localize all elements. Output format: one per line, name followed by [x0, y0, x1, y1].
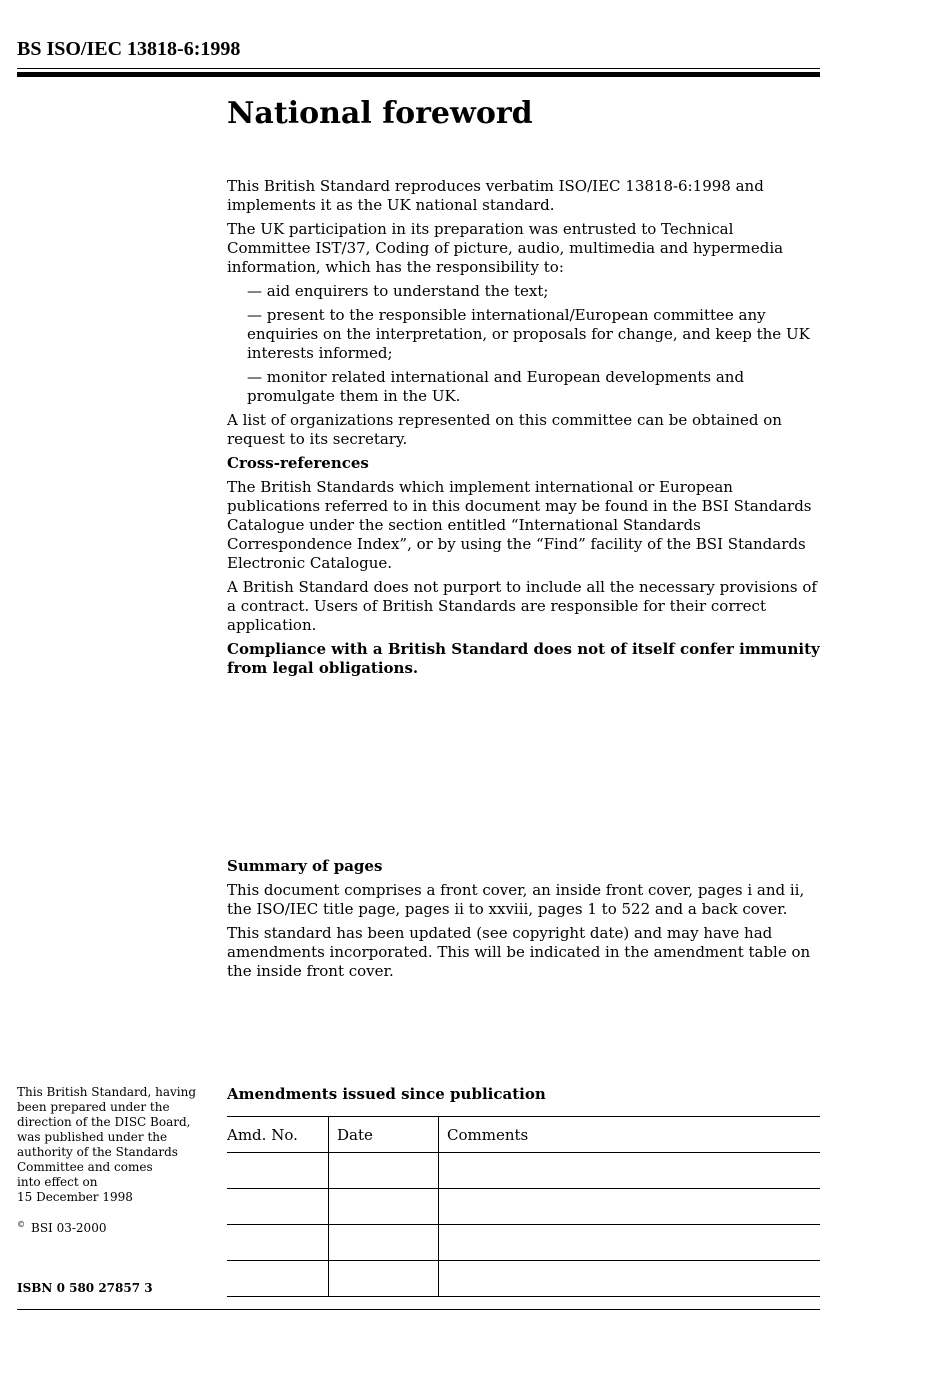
responsibility-item: — monitor related international and European developments and promulgate them in the UK. [247, 368, 745, 405]
column-header-comments: Comments [439, 1117, 821, 1153]
table-row [227, 1225, 820, 1261]
table-cell [227, 1189, 329, 1225]
compliance-paragraph: Compliance with a British Standard does not of itself confer immunity from legal obligations. [227, 640, 820, 677]
header-rule-thin [17, 68, 820, 69]
table-cell [439, 1225, 821, 1261]
publication-note-line: direction of the DISC Board, [17, 1115, 191, 1129]
table-cell [329, 1261, 439, 1297]
crossref-paragraph: The British Standards which implement international or European publications referred to in this document may be found in the BSI Standards Catalogue under the section entitled “International Standards Correspondence Index”, or by using the “Find” facility of the BSI Standards Electronic Catalogue. [227, 478, 812, 572]
intro-paragraph: This British Standard reproduces verbatim ISO/IEC 13818-6:1998 and implements it as the UK national standard. [227, 177, 764, 214]
summary-section [227, 857, 820, 986]
update-paragraph: This standard has been updated (see copyright date) and may have had amendments incorporated. This will be indicated in the amendment table on the inside front cover. [227, 924, 811, 980]
table-row [227, 1261, 820, 1297]
table-cell [329, 1225, 439, 1261]
copyright-text: BSI 03-2000 [31, 1221, 107, 1235]
publication-note [17, 1085, 207, 1205]
responsibility-item: — present to the responsible international/European committee any enquiries on the interpretation, or proposals for change, and keep the UK interests informed; [247, 306, 810, 362]
page-title: National foreword [227, 96, 533, 131]
table-cell [329, 1189, 439, 1225]
header-rule-thick [17, 72, 820, 77]
provisions-paragraph: A British Standard does not purport to include all the necessary provisions of a contract. Users of British Standards are responsible for their correct application. [227, 578, 817, 634]
publication-note-line: This British Standard, having [17, 1085, 197, 1099]
footer-rule [17, 1309, 820, 1310]
list-note-paragraph: A list of organizations represented on this committee can be obtained on request to its secretary. [227, 411, 782, 448]
publication-note-line: Committee and comes [17, 1160, 153, 1174]
responsibility-item: — aid enquirers to understand the text; [247, 282, 549, 300]
committee-paragraph: The UK participation in its preparation was entrusted to Technical Committee IST/37, Coding of picture, audio, multimedia and hypermedia information, which has the responsibility to: [227, 220, 784, 276]
table-cell [439, 1189, 821, 1225]
table-cell [227, 1153, 329, 1189]
publication-note-line: 15 December 1998 [17, 1190, 133, 1204]
publication-note-line: into effect on [17, 1175, 98, 1189]
table-header-row [227, 1117, 820, 1153]
crossref-heading: Cross-references [227, 454, 369, 472]
document-code: BS ISO/IEC 13818-6:1998 [17, 38, 241, 60]
summary-paragraph: This document comprises a front cover, an inside front cover, pages i and ii, the ISO/IEC title page, pages ii to xxviii, pages 1 to 522 and a back cover. [227, 881, 805, 918]
publication-note-line: authority of the Standards [17, 1145, 178, 1159]
isbn: ISBN 0 580 27857 3 [17, 1281, 153, 1295]
table-cell [227, 1261, 329, 1297]
copyright-symbol: © [17, 1220, 25, 1229]
table-row [227, 1153, 820, 1189]
column-header-date: Date [329, 1117, 439, 1153]
table-row [227, 1189, 820, 1225]
publication-note-line: been prepared under the [17, 1100, 170, 1114]
foreword-body [227, 177, 820, 683]
table-cell [439, 1153, 821, 1189]
amendments-heading: Amendments issued since publication [227, 1085, 546, 1103]
table-cell [329, 1153, 439, 1189]
publication-note-line: was published under the [17, 1130, 168, 1144]
table-cell [439, 1261, 821, 1297]
summary-heading: Summary of pages [227, 857, 383, 875]
table-cell [227, 1225, 329, 1261]
column-header-amd-no: Amd. No. [227, 1117, 329, 1153]
copyright-notice [17, 1220, 106, 1235]
amendments-table [227, 1116, 820, 1297]
